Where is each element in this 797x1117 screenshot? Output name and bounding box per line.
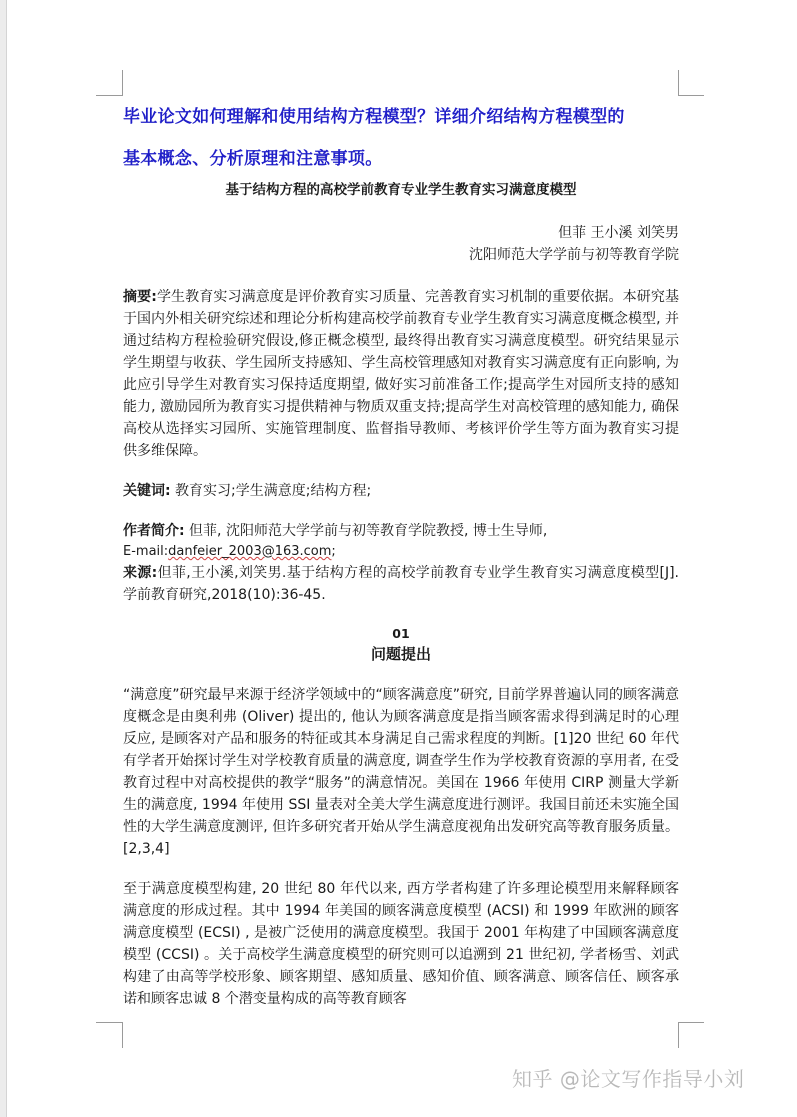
author-email-line: [123, 542, 679, 562]
section-title: 问题提出: [370, 645, 431, 663]
keywords: [123, 480, 679, 502]
crop-mark-top-left: [96, 95, 122, 96]
author-intro-label: 作者简介:: [123, 523, 185, 539]
crop-mark-top-left-v: [122, 70, 123, 96]
source-label: 来源:: [123, 565, 158, 581]
source-text: 但菲,王小溪,刘笑男.基于结构方程的高校学前教育专业学生教育实习满意度模型[J].学前教育研究,2018(10):36-45.: [123, 565, 679, 603]
abstract-text: 学生教育实习满意度是评价教育实习质量、完善教育实习机制的重要依据。本研究基于国内外相关研究综述和理论分析构建高校学前教育专业学生教育实习满意度概念模型, 并通过结构方程检验研究假设,修正概念模型, 最终得出教育实习满意度模型。研究结果显示学生期望与收获、学生园所支持感知、学生高校管理感知对教育实习满意度有正向影响, 为此应引导学生对教育实习保持适度期望, 做好实习前准备工作;提高学生对园所支持的感知能力, 激励园所为教育实习提供精神与物质双重支持;提高学生对高校管理的感知能力, 确保高校从选择实习园所、实施管理制度、监督指导教师、考核评价学生等方面为教育实习提供多维保障。: [123, 289, 679, 459]
email-address[interactable]: danfeier_2003@163.com: [168, 544, 332, 559]
crop-mark-top-right-v: [678, 70, 679, 96]
source: [123, 562, 679, 606]
keywords-text: 教育实习;学生满意度;结构方程;: [170, 483, 372, 499]
section-number: 01: [392, 626, 410, 641]
email-prefix: E-mail:: [123, 544, 169, 559]
watermark: 知乎 @论文写作指导小刘: [512, 1067, 745, 1091]
main-title-line-1: 毕业论文如何理解和使用结构方程模型？详细介绍结构方程模型的: [123, 107, 625, 127]
author-intro-text: 但菲, 沈阳师范大学学前与初等教育学院教授, 博士生导师,: [184, 523, 548, 539]
window-left-edge: [0, 0, 7, 1117]
crop-mark-bottom-left-v: [122, 1022, 123, 1048]
affiliation: 沈阳师范大学学前与初等教育学院: [469, 247, 679, 263]
document-page: [123, 96, 679, 1010]
abstract-label: 摘要:: [123, 289, 157, 305]
body-paragraph-1: “满意度”研究最早来源于经济学领域中的“顾客满意度”研究, 目前学界普遍认同的顾客满意度概念是由奥利弗 (Oliver) 提出的, 他认为顾客满意度是指当顾客需求得到满足时的心理反应, 是顾客对产品和服务的特征或其本身满足自己需求程度的判断。[1]20 世纪 60 年代有学者开始探讨学生对学校教育质量的满意度, 调查学生作为学校教育资源的享用者, 在受教育过程中对高校提供的教学“服务”的满意情况。美国在 1966 年使用 CIRP 测量大学新生的满意度, 1994 年使用 SSI 量表对全美大学生满意度进行测评。我国目前还未实施全国性的大学生满意度测评, 但许多研究者开始从学生满意度视角出发研究高等教育服务质量。[2,3,4]: [123, 687, 679, 857]
main-title: [123, 96, 679, 180]
paper-title: 基于结构方程的高校学前教育专业学生教育实习满意度模型: [225, 182, 577, 198]
main-title-line-2: 基本概念、分析原理和注意事项。: [123, 149, 383, 169]
email-suffix: ;: [331, 544, 336, 559]
crop-mark-bottom-left: [96, 1022, 122, 1023]
author-intro: [123, 520, 679, 542]
crop-mark-bottom-right-v: [678, 1022, 679, 1048]
authors: 但菲 王小溪 刘笑男: [558, 225, 679, 241]
abstract: [123, 286, 679, 462]
crop-mark-top-right: [678, 95, 704, 96]
body-paragraph-2: 至于满意度模型构建, 20 世纪 80 年代以来, 西方学者构建了许多理论模型用来解释顾客满意度的形成过程。其中 1994 年美国的顾客满意度模型 (ACSI) 和 1999 年欧洲的顾客满意度模型 (ECSI) , 是被广泛使用的满意度模型。我国于 2001 年构建了中国顾客满意度模型 (CCSI) 。关于高校学生满意度模型的研究则可以追溯到 21 世纪初, 学者杨雪、刘武构建了由高等学校形象、顾客期望、感知质量、感知价值、顾客满意、顾客信任、顾客承诺和顾客忠诚 8 个潜变量构成的高等教育顾客: [123, 881, 679, 1007]
keywords-label: 关键词:: [123, 483, 171, 499]
crop-mark-bottom-right: [678, 1022, 704, 1023]
